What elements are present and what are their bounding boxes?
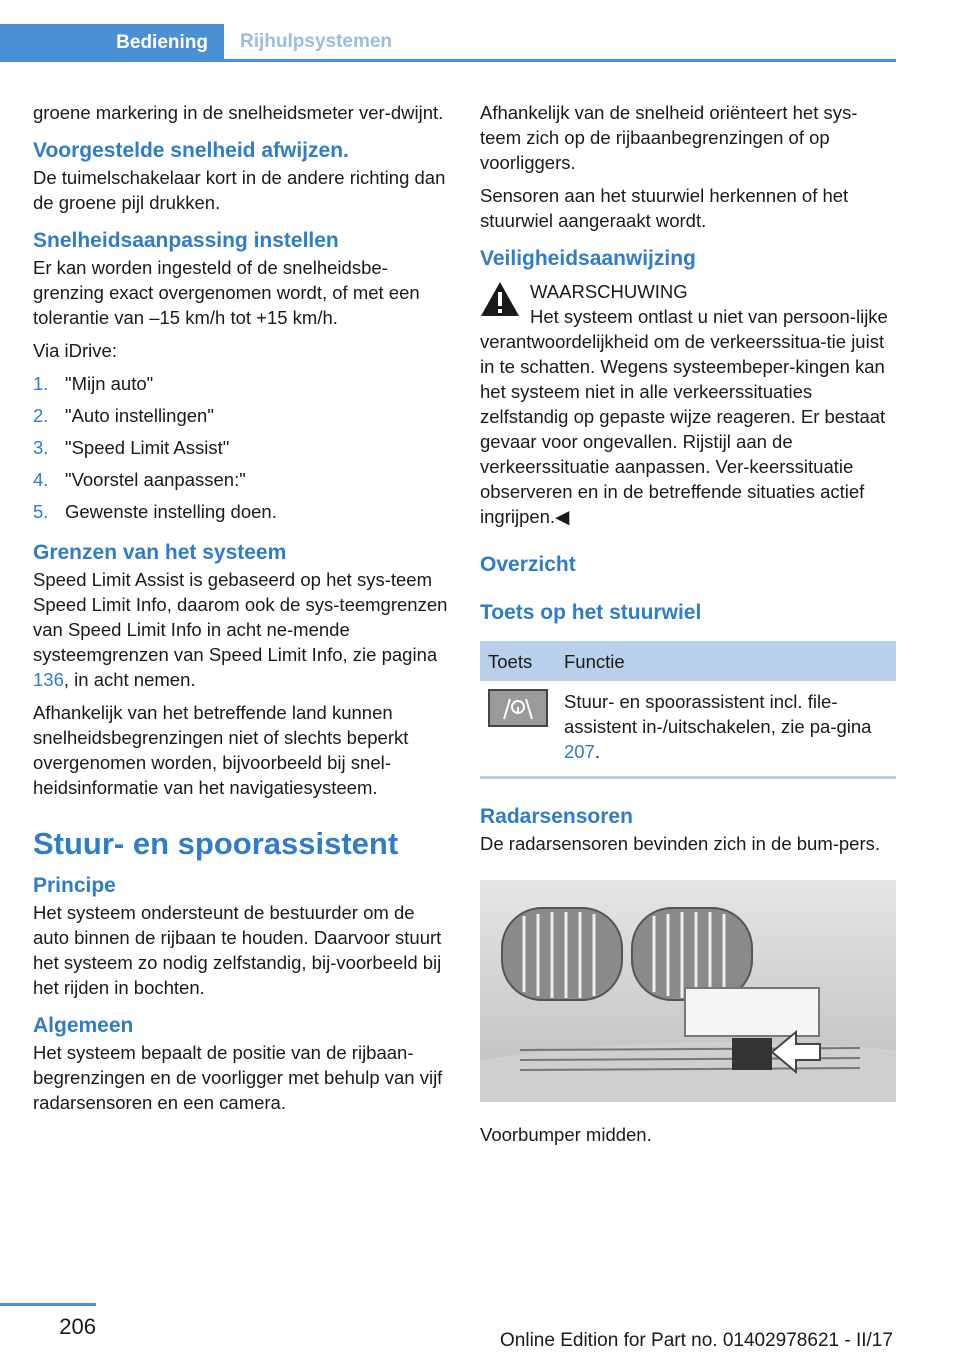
heading-limits: Grenzen van het systeem <box>33 541 287 564</box>
paragraph: Via iDrive: <box>33 340 117 361</box>
heading-reject: Voorgestelde snelheid afwijzen. <box>33 139 349 162</box>
heading-radar: Radarsensoren <box>480 805 633 828</box>
button-table <box>480 641 896 779</box>
heading-adjust: Snelheidsaanpassing instellen <box>33 229 339 252</box>
paragraph: De tuimelschakelaar kort in de andere richting dan de groene pijl drukken. <box>33 167 446 213</box>
paragraph: groene markering in de snelheidsmeter ver-dwijnt. <box>33 102 444 123</box>
lane-assist-button-icon <box>488 689 548 727</box>
tab-bediening[interactable]: Bediening <box>0 24 224 62</box>
left-column <box>33 100 449 1123</box>
chapter-title: Stuur- en spoorassistent <box>33 826 399 861</box>
paragraph: Sensoren aan het stuurwiel herkennen of het stuurwiel aangeraakt wordt. <box>480 185 849 231</box>
heading-overview: Overzicht <box>480 553 576 576</box>
edition-text: Online Edition for Part no. 01402978621 - II/17 <box>500 1330 893 1351</box>
warning-title: WAARSCHUWING <box>530 281 688 302</box>
front-bumper-image <box>480 880 896 1102</box>
page-number: 206 <box>59 1314 96 1339</box>
paragraph: Het systeem bepaalt de positie van de rijbaan-begrenzingen en de voorligger met behulp van vijf radarsensoren en een camera. <box>33 1042 443 1113</box>
heading-safety: Veiligheidsaanwijzing <box>480 247 696 270</box>
heading-principe: Principe <box>33 874 116 897</box>
list-item: 2. "Auto instellingen" <box>33 405 214 426</box>
page-link[interactable]: 207 <box>564 741 595 762</box>
warning-text: Het systeem ontlast u niet van persoon-lijke verantwoordelijkheid om de verkeerssitua-tie juist in te schatten. Wegens systeembeper-kingen kan het systeem niet in alle verkeerssituaties zelfstandig op gepaste wijze reageren. Er bestaat gevaar voor ongevallen. Rijstijl aan de verkeerssituatie aanpassen. Ver-keerssituatie observeren en in de betreffende situaties actief ingrijpen.◀ <box>480 306 888 527</box>
list-item: 1. "Mijn auto" <box>33 373 154 394</box>
right-column <box>480 100 896 1155</box>
warning-box <box>480 279 896 304</box>
heading-algemeen: Algemeen <box>33 1014 134 1037</box>
footer-line <box>0 1303 96 1306</box>
table-header-toets: Toets <box>480 641 556 681</box>
paragraph: Er kan worden ingesteld of de snelheidsbe-grenzing exact overgenomen wordt, of met een tolerantie van –15 km/h tot +15 km/h. <box>33 257 420 328</box>
list-item: 3. "Speed Limit Assist" <box>33 437 230 458</box>
page-link[interactable]: 136 <box>33 669 64 690</box>
steering-lane-icon <box>498 695 538 721</box>
warning-triangle-icon <box>480 281 520 317</box>
paragraph: Afhankelijk van het betreffende land kunnen snelheidsbegrenzingen niet of slechts beperkt overgenomen worden, bijvoorbeeld bij snel-heidsinformatie van het navigatiesysteem. <box>33 702 409 798</box>
paragraph: De radarsensoren bevinden zich in de bum-pers. <box>480 833 881 854</box>
image-caption: Voorbumper midden. <box>480 1124 652 1145</box>
list-item: 4. "Voorstel aanpassen:" <box>33 469 246 490</box>
paragraph: Afhankelijk van de snelheid oriënteert het sys-teem zich op de rijbaanbegrenzingen of op voorliggers. <box>480 102 858 173</box>
table-row: Stuur- en spoorassistent incl. file-assistent in-/uitschakelen, zie pa-gina 207. <box>480 681 896 778</box>
paragraph: Speed Limit Assist is gebaseerd op het sys-teem Speed Limit Info, daarom ook de sys-teemgrenzen van Speed Limit Info in acht ne-mende systeemgrenzen van Speed Limit Info, zie pagina 136, in acht nemen. <box>33 569 448 690</box>
heading-button: Toets op het stuurwiel <box>480 601 702 624</box>
table-header-functie: Functie <box>556 641 896 681</box>
list-item: 5. Gewenste instelling doen. <box>33 501 277 522</box>
top-bar <box>0 0 896 62</box>
paragraph: Het systeem ondersteunt de bestuurder om de auto binnen de rijbaan te houden. Daarvoor stuurt het systeem zo nodig zelfstandig, bij-voorbeeld bij het rijden in bochten. <box>33 902 442 998</box>
steps-list <box>33 371 449 531</box>
tab-rijhulpsystemen[interactable]: Rijhulpsystemen <box>224 24 896 62</box>
